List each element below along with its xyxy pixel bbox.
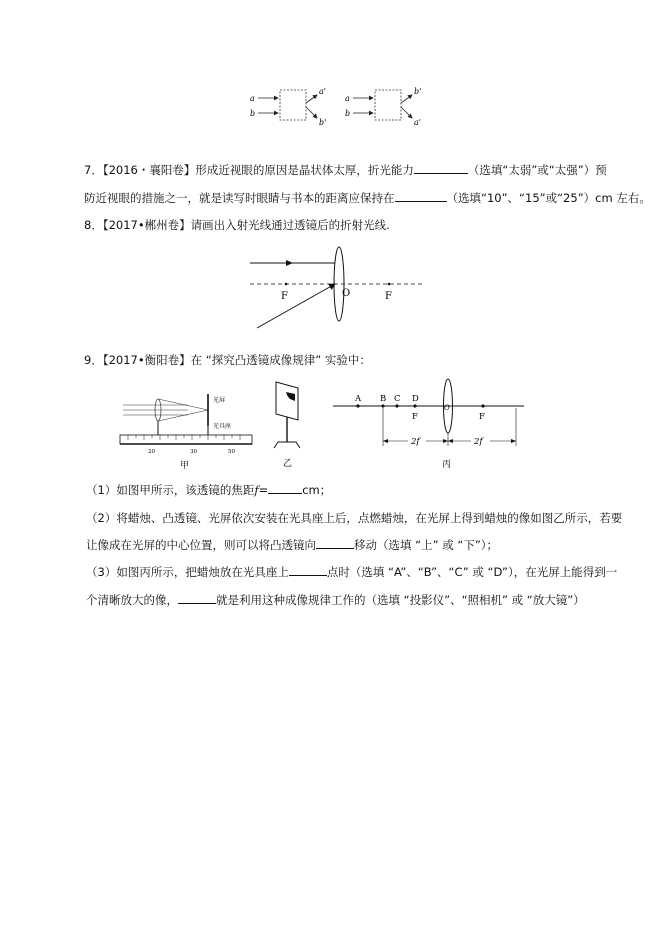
q7-text3: 防近视眼的措施之一，就是读写时眼睛与书本的距离应保持在 [84, 191, 395, 205]
label-a: a [250, 94, 255, 103]
label-a-prime: a' [319, 87, 326, 96]
q9-blank1[interactable] [268, 482, 302, 494]
q9-part2a [86, 510, 622, 526]
q9-part1 [86, 482, 331, 498]
label-f-left: F [281, 291, 288, 302]
q7-line2 [84, 190, 651, 206]
q9-p2-text2: 让像成在光屏的中心位置，则可以将凸透镜向 [86, 538, 316, 552]
tick-30: 30 [190, 449, 197, 455]
q7-blank1[interactable] [414, 162, 468, 174]
q9-blank2[interactable] [316, 537, 354, 549]
q7-text4: （选填“10”、“15”或“25”）cm 左右。 [446, 191, 651, 205]
q7-source: 【2016・襄阳卷】 [102, 163, 196, 177]
q7-blank2[interactable] [395, 190, 447, 202]
q9-p3-text1: （3）如图丙所示，把蜡烛放在光具座上 [86, 565, 289, 579]
black-box-left [250, 87, 326, 127]
label-o: O [444, 404, 450, 412]
caption-yi: 乙 [283, 459, 293, 469]
label-b: b [345, 109, 351, 118]
q7-number: 7． [84, 163, 103, 177]
black-box-figure [245, 85, 435, 129]
incident-ray-through-focus [257, 284, 335, 328]
figure-yi [268, 378, 308, 473]
q8-text: 请画出入射光线通过透镜后的折射光线. [190, 218, 390, 232]
q8-line [84, 217, 390, 233]
q9-p2-text3: 移动（选填 “上” 或 “下”）； [354, 538, 499, 552]
q9-p1-unit: cm； [302, 483, 332, 497]
label-b-prime: b' [414, 87, 422, 96]
q9-p3-text3: 个清晰放大的像， [86, 593, 178, 607]
figure-jia [118, 380, 258, 475]
black-box-right [345, 87, 421, 127]
label-c: C [394, 394, 401, 404]
q9-source: 【2017•衡阳卷】 [102, 353, 191, 367]
label-b: B [380, 394, 387, 404]
caption-bing: 丙 [442, 460, 452, 470]
label-b: b [250, 109, 256, 118]
caption-jia: 甲 [180, 461, 190, 471]
lens-ray-figure [245, 246, 430, 336]
label-bench: 光具座 [213, 423, 232, 430]
label-2f-left: 2f [411, 437, 420, 447]
label-a: A [355, 394, 362, 404]
label-f-right: F [479, 412, 485, 422]
label-2f-right: 2f [474, 437, 483, 447]
q9-p3-text4: 就是利用这种成像规律工作的（选填 “投影仪”、“照相机” 或 “放大镜”） [216, 593, 585, 607]
q9-p3-text2: 点时（选填 “A”、“B”、“C” 或 “D”），在光屏上能得到一 [326, 565, 618, 579]
label-f-right: F [385, 291, 392, 302]
q7-text2: （选填“太弱”或“太强”）预 [467, 163, 607, 177]
q7-text1: 形成近视眼的原因是晶状体太厚，折光能力 [195, 163, 414, 177]
q8-number: 8． [84, 218, 103, 232]
q9-p1-text: （1）如图甲所示，该透镜的焦距 [86, 483, 255, 497]
q9-blank4[interactable] [178, 592, 216, 604]
label-d: D [412, 394, 419, 404]
q9-part2b [86, 537, 498, 553]
tick-50: 50 [228, 449, 235, 455]
q9-blank3[interactable] [289, 564, 327, 576]
label-o: O [342, 288, 351, 299]
q9-text: 在 “探究凸透镜成像规律” 实验中： [190, 353, 371, 367]
label-a: a [345, 94, 350, 103]
q9-part3a [86, 564, 617, 580]
q9-number: 9． [84, 353, 103, 367]
q9-p1-eq: = [258, 483, 269, 497]
q9-line [84, 352, 371, 368]
light-screen [276, 382, 298, 420]
tick-20: 20 [148, 449, 155, 455]
label-a-prime: a' [414, 118, 421, 127]
q9-part3b [86, 592, 585, 608]
q8-source: 【2017•郴州卷】 [102, 218, 191, 232]
label-b-prime: b' [319, 118, 327, 127]
label-screen: 光屏 [213, 397, 226, 404]
figure-bing [328, 378, 528, 473]
q9-p2-text1: （2）将蜡烛、凸透镜、光屏依次安装在光具座上后，点燃蜡烛，在光屏上得到蜡烛的像如图乙所示，若要 [86, 511, 623, 525]
q9-p1-var: f [254, 483, 259, 497]
q7-line1 [84, 162, 607, 178]
label-f-left: F [412, 412, 418, 422]
